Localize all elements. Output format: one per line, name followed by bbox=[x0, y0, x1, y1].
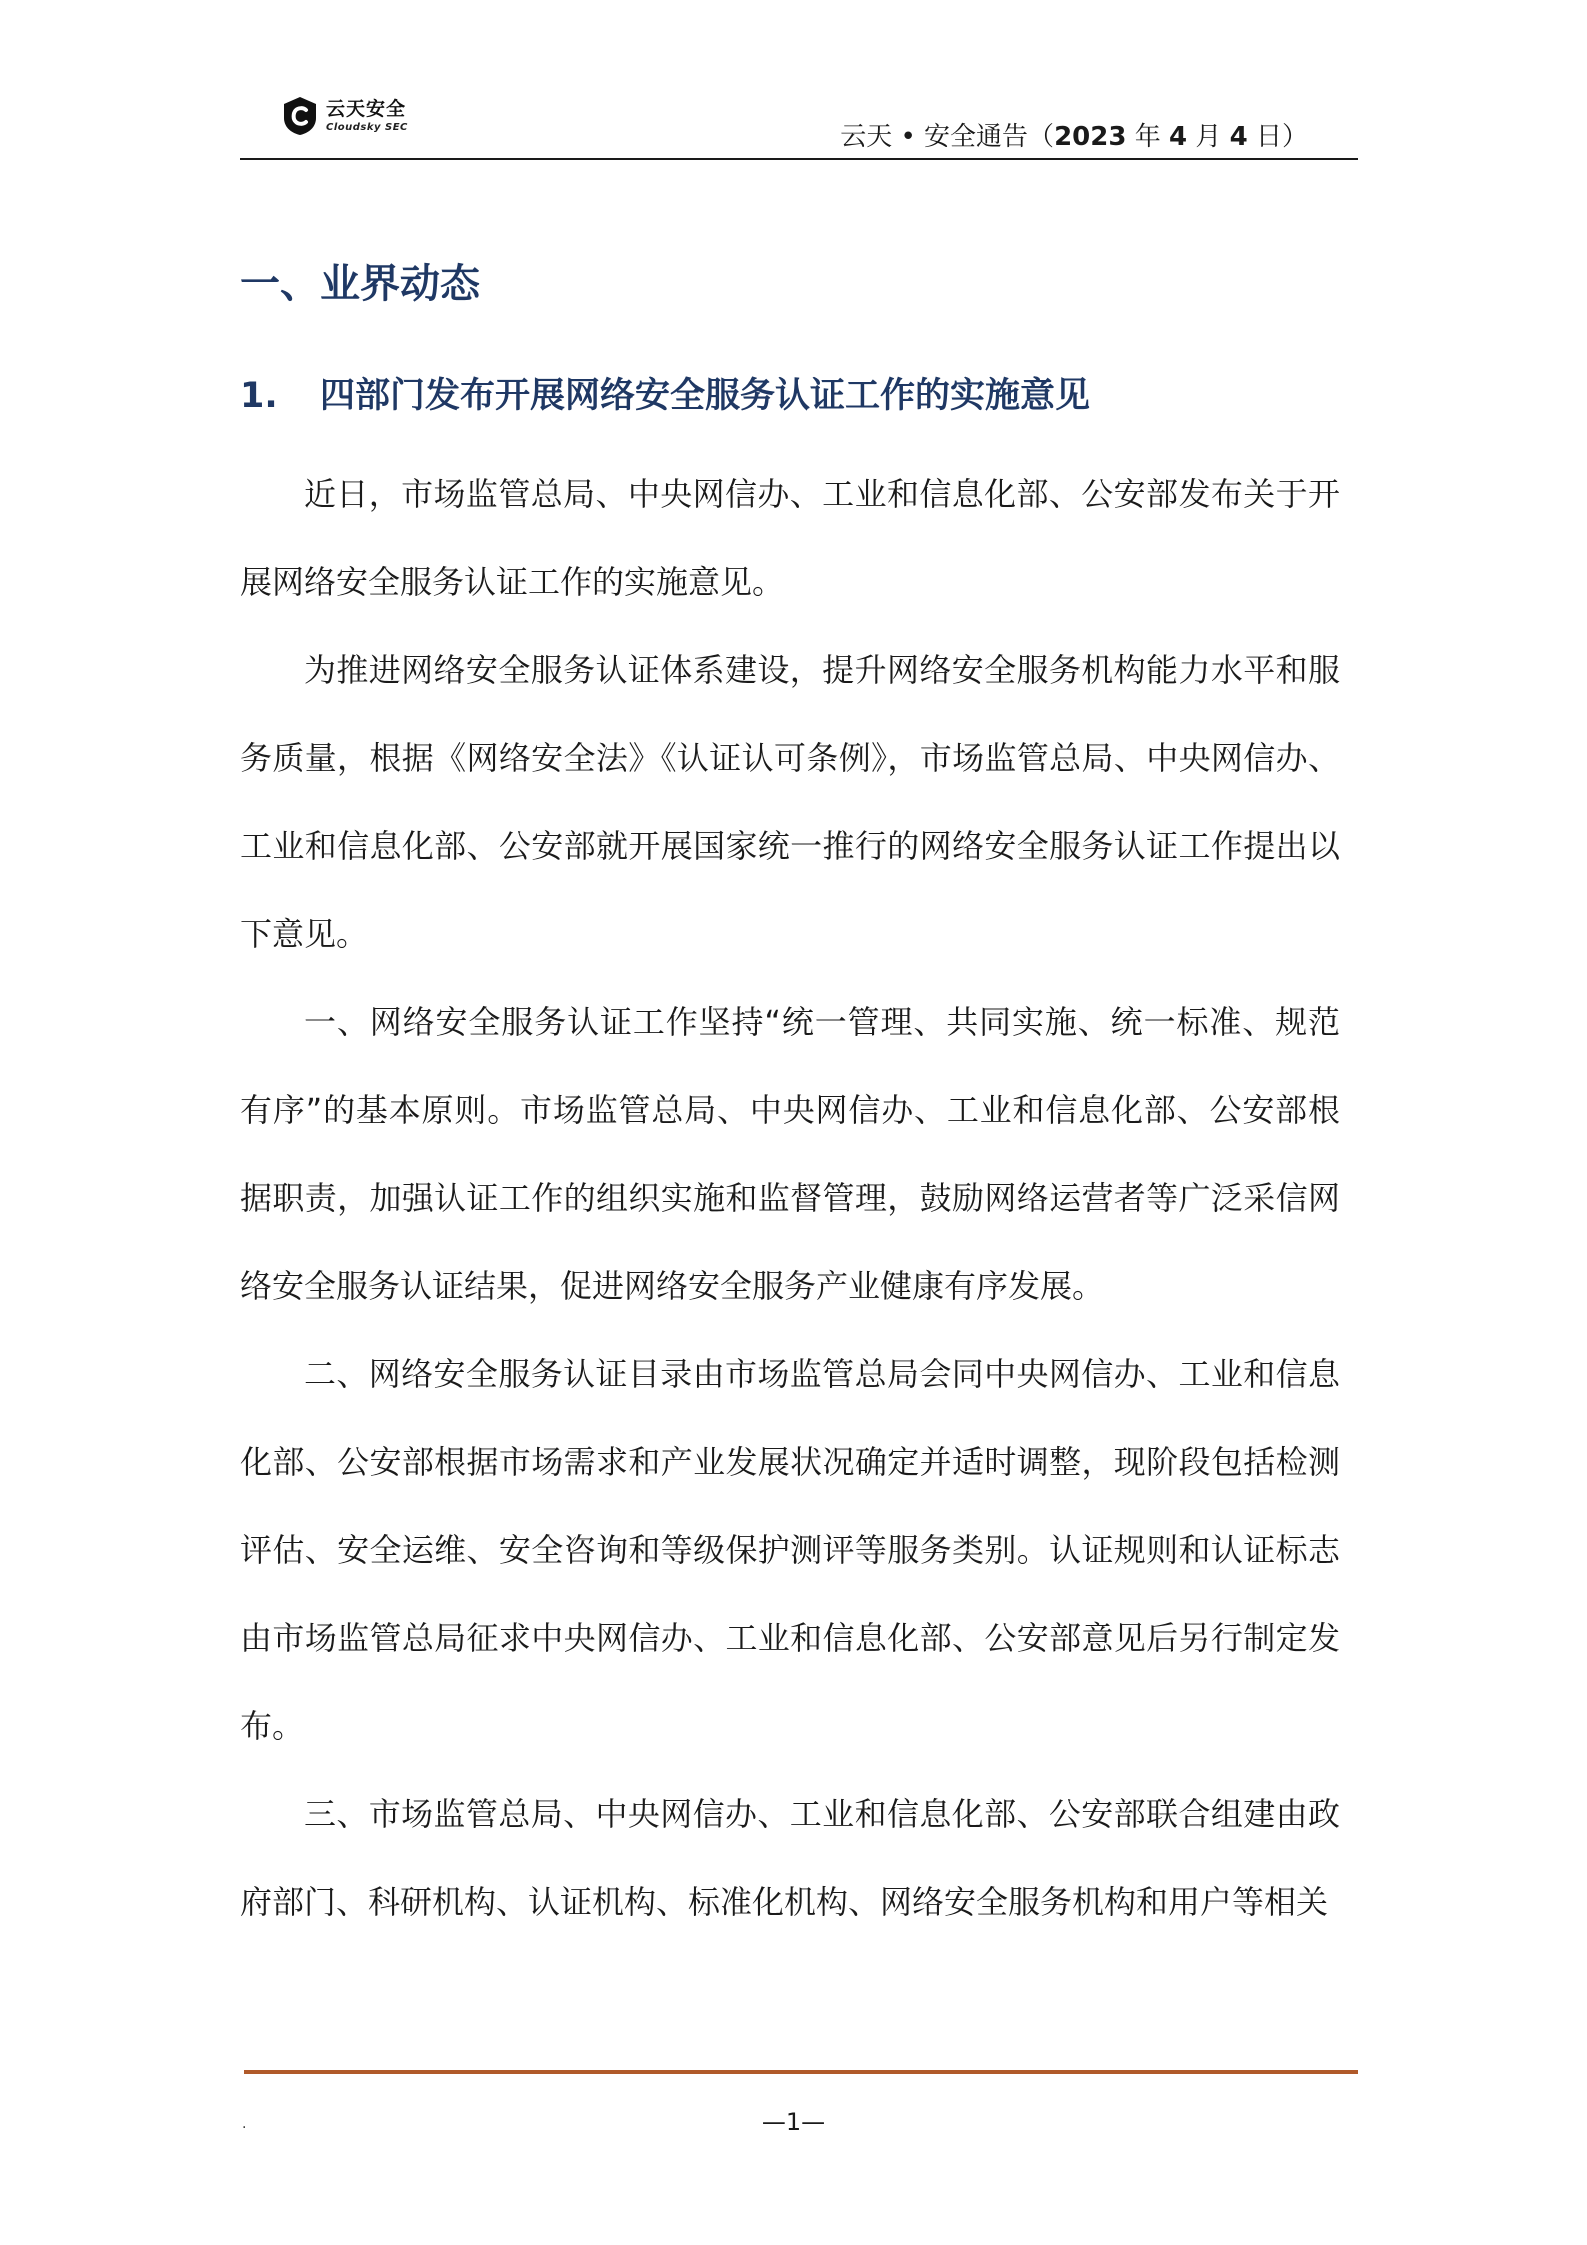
header-divider bbox=[240, 158, 1358, 160]
footer-dot: . bbox=[242, 2116, 247, 2132]
paragraph: 为推进网络安全服务认证体系建设，提升网络安全服务机构能力水平和服务质量，根据《网络安全法》《认证认可条例》，市场监管总局、中央网信办、工业和信息化部、公安部就开展国家统一推行的网络安全服务认证工作提出以下意见。 bbox=[240, 651, 1340, 953]
logo-english-name: Cloudsky SEC bbox=[326, 121, 408, 133]
article-title-text: 四部门发布开展网络安全服务认证工作的实施意见 bbox=[320, 376, 1091, 416]
paragraph: 三、市场监管总局、中央网信办、工业和信息化部、公安部联合组建由政府部门、科研机构、认证机构、标准化机构、网络安全服务机构和用户等相关 bbox=[240, 1795, 1340, 1921]
bulletin-year-unit: 年 bbox=[1134, 122, 1161, 152]
company-logo bbox=[282, 96, 408, 136]
paragraph: 一、网络安全服务认证工作坚持“统一管理、共同实施、统一标准、规范有序”的基本原则。市场监管总局、中央网信办、工业和信息化部、公安部根据职责，加强认证工作的组织实施和监督管理，鼓励网络运营者等广泛采信网络安全服务认证结果，促进网络安全服务产业健康有序发展。 bbox=[240, 1003, 1340, 1305]
article-body bbox=[240, 450, 1340, 1946]
article-title bbox=[240, 368, 1090, 418]
page-header bbox=[240, 94, 1358, 160]
bulletin-title-prefix: 云天 • 安全通告（ bbox=[840, 122, 1055, 152]
section-title: 一、业界动态 bbox=[240, 261, 480, 307]
bulletin-title bbox=[840, 116, 1308, 153]
bulletin-day: 4 bbox=[1229, 122, 1248, 152]
logo-chinese-name: 云天安全 bbox=[326, 97, 407, 120]
bulletin-year: 2023 bbox=[1054, 122, 1127, 152]
cloudsky-logo-icon bbox=[282, 96, 318, 136]
paragraph: 近日，市场监管总局、中央网信办、工业和信息化部、公安部发布关于开展网络安全服务认证工作的实施意见。 bbox=[240, 475, 1340, 601]
page-number: —1— bbox=[761, 2108, 826, 2136]
paragraph: 二、网络安全服务认证目录由市场监管总局会同中央网信办、工业和信息化部、公安部根据市场需求和产业发展状况确定并适时调整，现阶段包括检测评估、安全运维、安全咨询和等级保护测评等服务类别。认证规则和认证标志由市场监管总局征求中央网信办、工业和信息化部、公安部意见后另行制定发布。 bbox=[240, 1355, 1340, 1745]
footer-divider bbox=[244, 2070, 1358, 2074]
bulletin-day-unit: 日） bbox=[1255, 122, 1308, 152]
bulletin-month-unit: 月 bbox=[1195, 122, 1222, 152]
bulletin-month: 4 bbox=[1168, 122, 1188, 152]
article-number: 1. bbox=[240, 376, 278, 416]
